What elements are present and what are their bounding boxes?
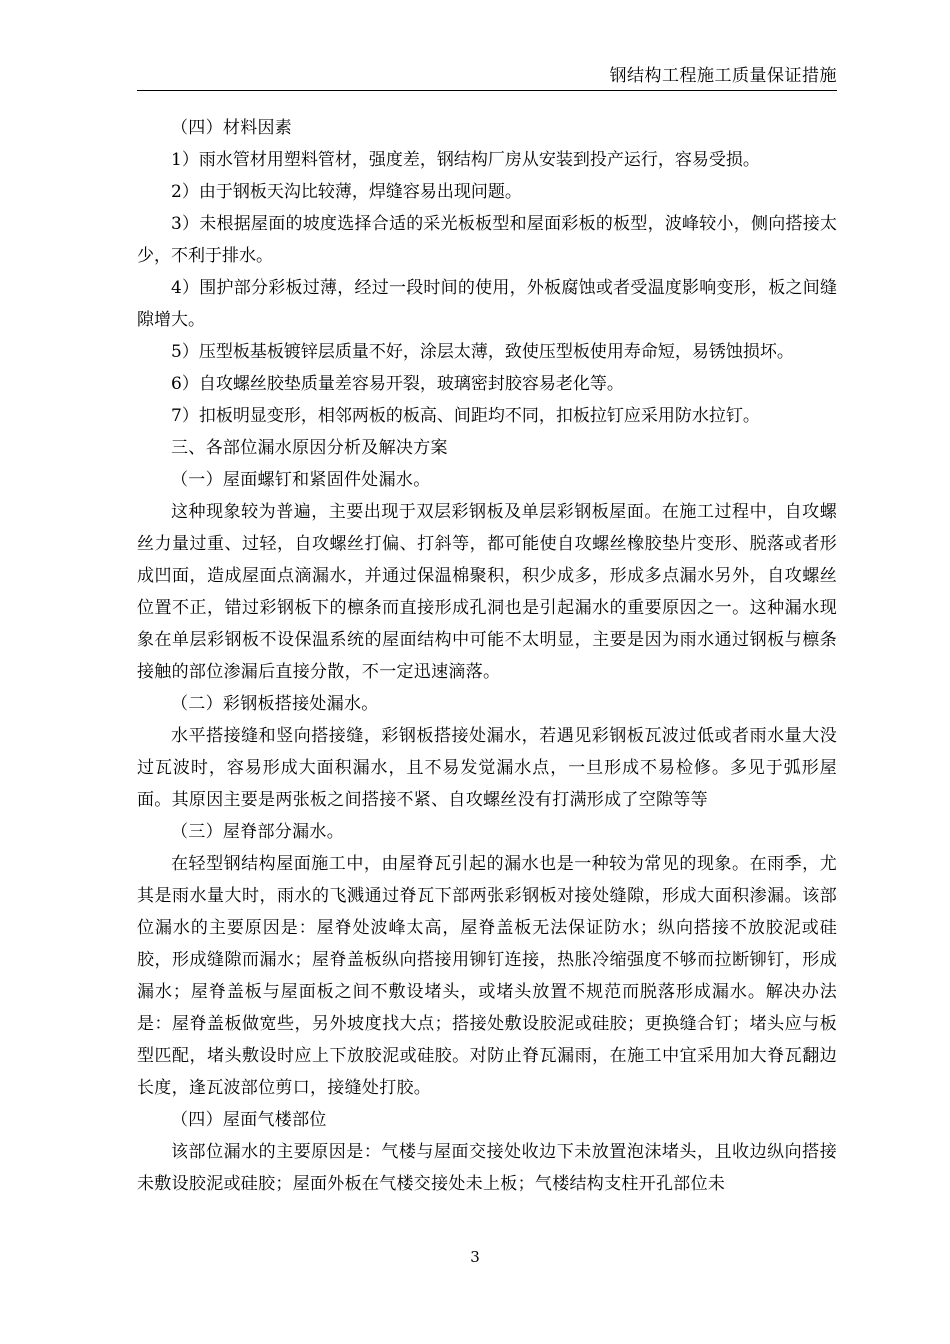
list-item-6: 6）自攻螺丝胶垫质量差容易开裂，玻璃密封胶容易老化等。: [171, 374, 624, 394]
section-heading-materials: （四）材料因素: [171, 118, 293, 138]
subsection-heading-laps: （二）彩钢板搭接处漏水。: [171, 694, 379, 714]
list-item-2: 2）由于钢板天沟比较薄，焊缝容易出现问题。: [171, 182, 522, 202]
list-item-1: 1）雨水管材用塑料管材，强度差，钢结构厂房从安装到投产运行，容易受损。: [171, 150, 760, 170]
header-title: 钢结构工程施工质量保证措施: [609, 66, 837, 86]
list-item-4: 4）围护部分彩板过薄，经过一段时间的使用，外板腐蚀或者受温度影响变形，板之间缝隙增大。: [137, 278, 837, 330]
document-body: [137, 112, 837, 1200]
list-item-3: 3）未根据屋面的坡度选择合适的采光板板型和屋面彩板的板型，波峰较小，侧向搭接太少，不利于排水。: [137, 214, 837, 266]
subsection-heading-ridge: （三）屋脊部分漏水。: [171, 822, 344, 842]
page-header: [137, 64, 837, 91]
paragraph-laps: 水平搭接缝和竖向搭接缝，彩钢板搭接处漏水，若遇见彩钢板瓦波过低或者雨水量大没过瓦波时，容易形成大面积漏水，且不易发觉漏水点，一旦形成不易检修。多见于弧形屋面。其原因主要是两张板之间搭接不紧、自攻螺丝没有打满形成了空隙等等: [137, 726, 837, 810]
paragraph-screws: 这种现象较为普遍，主要出现于双层彩钢板及单层彩钢板屋面。在施工过程中，自攻螺丝力量过重、过轻，自攻螺丝打偏、打斜等，都可能使自攻螺丝橡胶垫片变形、脱落或者形成凹面，造成屋面点滴漏水，并通过保温棉聚积，积少成多，形成多点漏水另外，自攻螺丝位置不正，错过彩钢板下的檩条而直接形成孔洞也是引起漏水的重要原因之一。这种漏水现象在单层彩钢板不设保温系统的屋面结构中可能不太明显，主要是因为雨水通过钢板与檩条接触的部位渗漏后直接分散，不一定迅速滴落。: [137, 502, 837, 682]
list-item-7: 7）扣板明显变形，相邻两板的板高、间距均不同，扣板拉钉应采用防水拉钉。: [171, 406, 760, 426]
list-item-5: 5）压型板基板镀锌层质量不好，涂层太薄，致使压型板使用寿命短，易锈蚀损坏。: [171, 342, 794, 362]
page-number: 3: [470, 1248, 480, 1266]
paragraph-monitor: 该部位漏水的主要原因是：气楼与屋面交接处收边下未放置泡沫堵头，且收边纵向搭接未敷设胶泥或硅胶；屋面外板在气楼交接处未上板；气楼结构支柱开孔部位未: [137, 1142, 837, 1194]
subsection-heading-monitor: （四）屋面气楼部位: [171, 1110, 327, 1130]
section-heading-leak-analysis: 三、各部位漏水原因分析及解决方案: [171, 438, 448, 458]
subsection-heading-screws: （一）屋面螺钉和紧固件处漏水。: [171, 470, 431, 490]
paragraph-ridge: 在轻型钢结构屋面施工中，由屋脊瓦引起的漏水也是一种较为常见的现象。在雨季，尤其是雨水量大时，雨水的飞溅通过脊瓦下部两张彩钢板对接处缝隙，形成大面积渗漏。该部位漏水的主要原因是：屋脊处波峰太高，屋脊盖板无法保证防水；纵向搭接不放胶泥或硅胶，形成缝隙而漏水；屋脊盖板纵向搭接用铆钉连接，热胀冷缩强度不够而拉断铆钉，形成漏水；屋脊盖板与屋面板之间不敷设堵头，或堵头放置不规范而脱落形成漏水。解决办法是：屋脊盖板做宽些，另外坡度找大点；搭接处敷设胶泥或硅胶；更换缝合钉；堵头应与板型匹配，堵头敷设时应上下放胶泥或硅胶。对防止脊瓦漏雨，在施工中宜采用加大脊瓦翻边长度，逢瓦波部位剪口，接缝处打胶。: [137, 854, 837, 1098]
